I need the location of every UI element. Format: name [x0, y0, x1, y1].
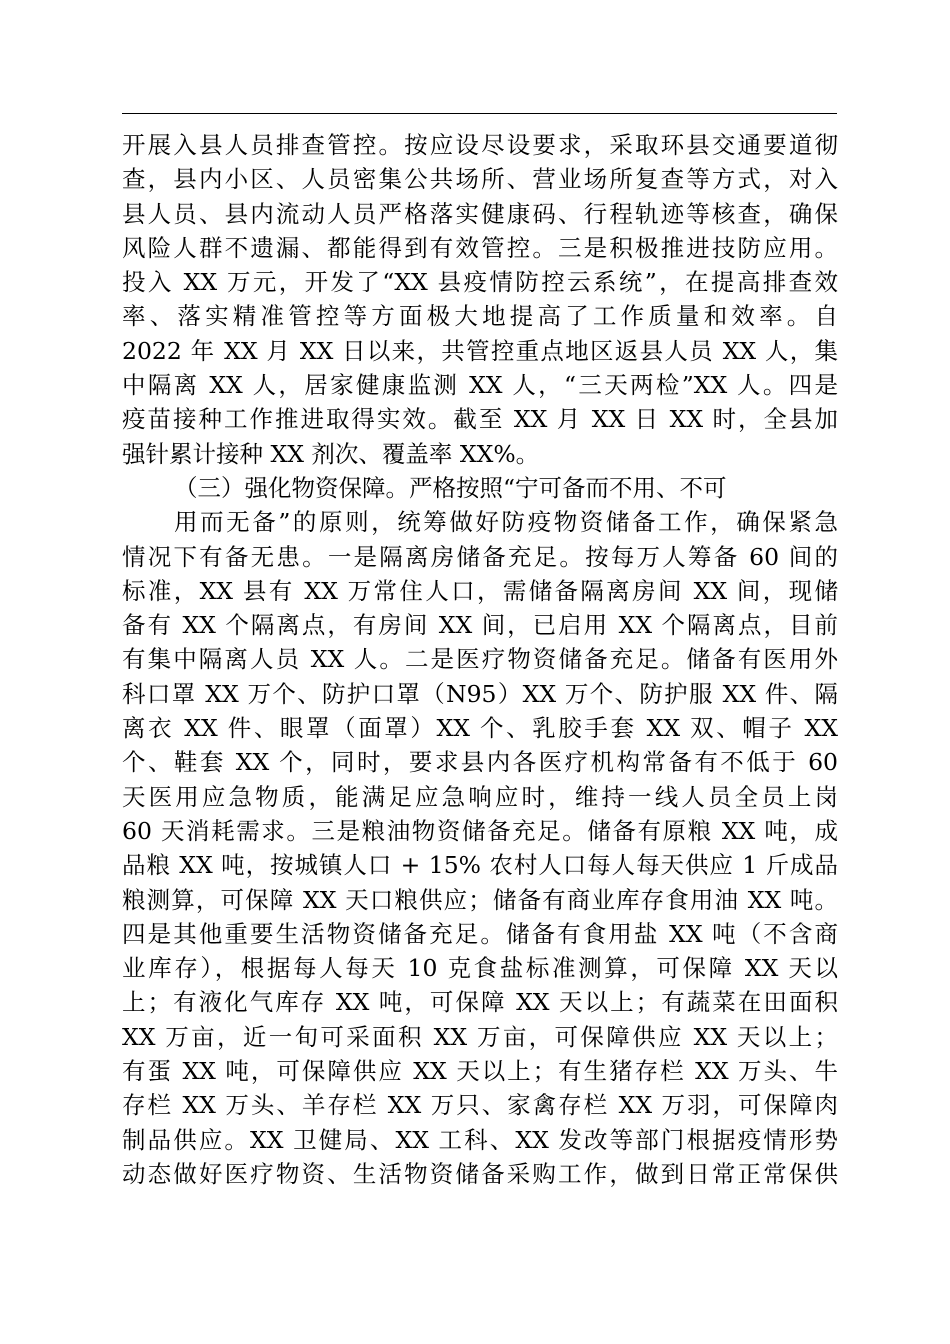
text-line: XX 万亩，近一旬可采面积 XX 万亩，可保障供应 XX 天以上； [122, 1022, 838, 1051]
text-line: 2022 年 XX 月 XX 日以来，共管控重点地区返县人员 XX 人，集 [122, 336, 838, 365]
text-line: 存栏 XX 万头、羊存栏 XX 万只、家禽存栏 XX 万羽，可保障肉 [122, 1091, 838, 1120]
header-rule [122, 113, 837, 114]
text-line: 疫苗接种工作推进取得实效。截至 XX 月 XX 日 XX 时，全县加 [122, 405, 838, 434]
text-line: 投入 XX 万元，开发了“XX 县疫情防控云系统”，在提高排查效 [122, 268, 838, 297]
text-line: 情况下有备无患。一是隔离房储备充足。按每万人筹备 60 间的 [122, 542, 838, 571]
text-line: 上；有液化气库存 XX 吨，可保障 XX 天以上；有蔬菜在田面积 [122, 988, 838, 1017]
text-line: 有集中隔离人员 XX 人。二是医疗物资储备充足。储备有医用外 [122, 645, 838, 674]
text-line: 有蛋 XX 吨，可保障供应 XX 天以上；有生猪存栏 XX 万头、牛 [122, 1057, 838, 1086]
text-line: 业库存），根据每人每天 10 克食盐标准测算，可保障 XX 天以 [122, 954, 838, 983]
text-line: 科口罩 XX 万个、防护口罩（N95）XX 万个、防护服 XX 件、隔 [122, 679, 838, 708]
text-line: 中隔离 XX 人，居家健康监测 XX 人，“三天两检”XX 人。四是 [122, 371, 838, 400]
text-line: 开展入县人员排查管控。按应设尽设要求，采取环县交通要道彻 [122, 131, 838, 159]
text-line: 天医用应急物质，能满足应急响应时，维持一线人员全员上岗 [122, 782, 838, 811]
text-line: 标准，XX 县有 XX 万常住人口，需储备隔离房间 XX 间，现储 [122, 576, 838, 605]
text-line: 动态做好医疗物资、生活物资储备采购工作，做到日常正常保供 [122, 1159, 838, 1188]
text-line: 60 天消耗需求。三是粮油物资储备充足。储备有原粮 XX 吨，成 [122, 816, 838, 845]
text-line: 离衣 XX 件、眼罩（面罩）XX 个、乳胶手套 XX 双、帽子 XX [122, 714, 838, 743]
text-line: 强针累计接种 XX 剂次、覆盖率 XX%。 [122, 439, 540, 468]
text-line: 率、落实精准管控等方面极大地提高了工作质量和效率。自 [122, 302, 838, 331]
text-line: 制品供应。XX 卫健局、XX 工科、XX 发改等部门根据疫情形势 [122, 1125, 838, 1154]
text-line: 用而无备”的原则，统筹做好防疫物资储备工作，确保紧急 [174, 508, 838, 537]
text-line: 查，县内小区、人员密集公共场所、营业场所复查等方式，对入 [122, 165, 838, 194]
text-line: 风险人群不遗漏、都能得到有效管控。三是积极推进技防应用。 [122, 233, 838, 262]
text-line: 县人员、县内流动人员严格落实健康码、行程轨迹等核查，确保 [122, 199, 838, 228]
body-text [122, 128, 838, 1191]
text-line: （三）强化物资保障。严格按照“宁可备而不用、不可 [174, 473, 727, 502]
text-line: 个、鞋套 XX 个，同时，要求县内各医疗机构常备有不低于 60 [122, 748, 838, 777]
text-line: 四是其他重要生活物资储备充足。储备有食用盐 XX 吨（不含商 [122, 919, 838, 948]
text-line: 品粮 XX 吨，按城镇人口 + 15% 农村人口每人每天供应 1 斤成品 [122, 851, 838, 880]
text-line: 粮测算，可保障 XX 天口粮供应；储备有商业库存食用油 XX 吨。 [122, 885, 838, 914]
text-line: 备有 XX 个隔离点，有房间 XX 间，已启用 XX 个隔离点，目前 [122, 611, 838, 640]
